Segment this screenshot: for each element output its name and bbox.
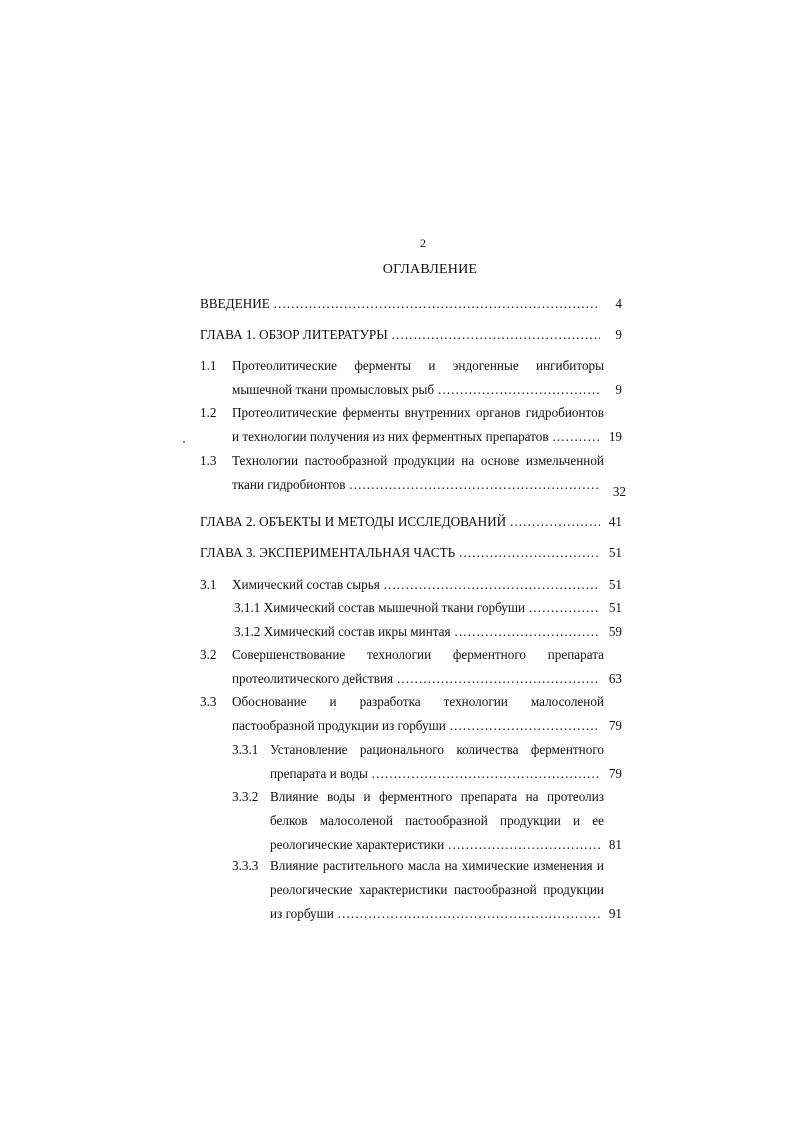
toc-section-number: 3.3.3 [232,858,259,873]
toc-page-number: 59 [608,624,622,639]
toc-section-number: 3.1 [200,577,217,592]
toc-entry-3-3-cont [232,718,600,734]
toc-entry-text: 3.1.2 Химический состав икры минтая [234,624,451,639]
toc-entry-3-3-3: Влияние растительного масла на химические изменения и [270,858,604,873]
toc-entry-3-3-3-cont [270,906,600,922]
toc-entry-text: мышечной ткани промысловых рыб [232,382,435,397]
toc-entry-3-3-2-line2: белков малосоленой пастообразной продукции и ее [270,813,604,828]
toc-entry-chapter-1 [200,327,600,343]
toc-entry-text: протеолитического действия [232,671,394,686]
toc-entry-text: ГЛАВА 1. ОБЗОР ЛИТЕРАТУРЫ [200,327,388,342]
toc-page-number: 91 [608,906,622,921]
toc-entry-3-2-cont [232,671,600,687]
toc-entry-3-3-1-cont [270,766,600,782]
toc-entry-chapter-3 [200,545,600,561]
toc-entry-3-3-3-line2: реологические характеристики пастообразной продукции [270,882,604,897]
toc-section-number: 3.3 [200,694,217,709]
toc-entry-text: ткани гидробионтов [232,477,346,492]
toc-entry-3-3: Обоснование и разработка технологии малосоленой [232,694,604,709]
toc-entry-chapter-2 [200,514,600,530]
toc-page-number: 19 [608,429,622,444]
toc-entry-1-1: Протеолитические ферменты и эндогенные ингибиторы [232,358,604,373]
toc-entry-text: Химический состав сырья [232,577,380,592]
toc-page-number: 51 [608,577,622,592]
toc-entry-1-3-cont [232,477,600,493]
toc-page-number: 9 [615,327,622,342]
toc-section-number: 1.1 [200,358,217,373]
toc-entry-3-2: Совершенствование технологии ферментного препарата [232,647,604,662]
toc-section-number: 1.2 [200,405,217,420]
toc-page-number: 63 [608,671,622,686]
toc-page-number: 51 [608,545,622,560]
toc-page-number: 79 [608,766,622,781]
toc-page-number: 51 [608,600,622,615]
toc-entry-text: пастообразной продукции из горбуши [232,718,446,733]
toc-entry-1-3: Технологии пастообразной продукции на основе измельченной [232,453,604,468]
toc-entry-text: реологические характеристики [270,837,445,852]
toc-entry-1-2: Протеолитические ферменты внутренних органов гидробионтов [232,405,604,420]
toc-page-number: 9 [615,382,622,397]
toc-entry-text: 3.1.1 Химический состав мышечной ткани горбуши [234,600,526,615]
toc-entry-3-3-1: Установление рационального количества ферментного [270,742,604,757]
toc-entry-1-2-cont [232,429,600,445]
toc-section-number: 1.3 [200,453,217,468]
toc-entry-intro [200,296,600,312]
toc-entry-text: ВВЕДЕНИЕ [200,296,270,311]
toc-entry-3-1 [232,577,600,593]
page-title: ОГЛАВЛЕНИЕ [382,262,478,277]
toc-section-number: 3.3.2 [232,789,259,804]
toc-section-number: 3.2 [200,647,217,662]
toc-entry-text: и технологии получения из них ферментных препаратов [232,429,549,444]
scan-speck [183,441,185,443]
toc-entry-3-3-2-cont [270,837,600,853]
toc-page-number: 32 [612,484,626,499]
toc-entry-1-1-cont [232,382,600,398]
toc-entry-3-1-1 [234,600,600,616]
toc-entry-3-3-2: Влияние воды и ферментного препарата на протеолиз [270,789,604,804]
toc-entry-text: ГЛАВА 3. ЭКСПЕРИМЕНТАЛЬНАЯ ЧАСТЬ [200,545,456,560]
toc-page-number: 41 [608,514,622,529]
toc-section-number: 3.3.1 [232,742,259,757]
toc-entry-text: препарата и воды [270,766,368,781]
toc-entry-3-1-2 [234,624,600,640]
toc-page-number: 79 [608,718,622,733]
toc-page-number: 81 [608,837,622,852]
toc-entry-text: ГЛАВА 2. ОБЪЕКТЫ И МЕТОДЫ ИССЛЕДОВАНИЙ [200,514,507,529]
toc-page-number: 4 [615,296,622,311]
toc-entry-text: из горбуши [270,906,334,921]
page-number: 2 [420,236,426,250]
